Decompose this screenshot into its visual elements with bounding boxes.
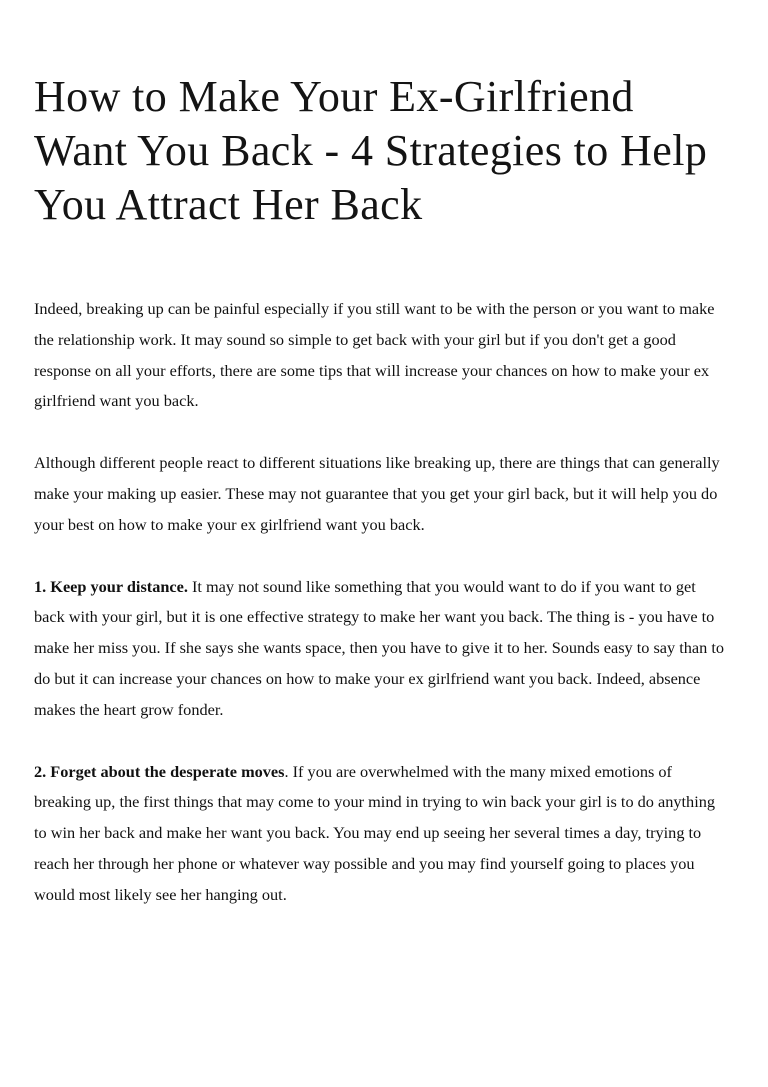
- paragraph-text: . If you are overwhelmed with the many mixed emotions of breaking up, the first things that may come to your mind in trying to win back your girl is to do anything to win her back and make her want you back. You may end up seeing her several times a day, trying to reach her through her phone or whatever way possible and you may find yourself going to places you would most likely see her hanging out.: [34, 761, 715, 904]
- paragraph-text: Indeed, breaking up can be painful especially if you still want to be with the person or you want to make the relationship work. It may sound so simple to get back with your girl but if you don't get a good response on all your efforts, there are some tips that will increase your chances on how to make your ex girlfriend want you back.: [34, 299, 715, 411]
- document-title: How to Make Your Ex-Girlfriend Want You Back - 4 Strategies to Help You Attract Her Back: [34, 72, 708, 229]
- document-page: [34, 70, 724, 942]
- document-body: [34, 294, 724, 911]
- strategy-heading: 2. Forget about the desperate moves: [34, 761, 285, 781]
- paragraph-text: It may not sound like something that you would want to do if you want to get back with your girl, but it is one effective strategy to make her want you back. The thing is - you have to make her miss you. If she says she wants space, then you have to give it to her. Sounds easy to say than to do but it can increase your chances on how to make your ex girlfriend want you back. Indeed, absence makes the heart grow fonder.: [34, 576, 725, 719]
- paragraph-strategy-2: [34, 757, 724, 911]
- paragraph-strategy-1: [34, 572, 724, 726]
- strategy-heading: 1. Keep your distance.: [34, 576, 188, 596]
- paragraph-context: [34, 448, 724, 540]
- paragraph-intro: [34, 294, 724, 417]
- paragraph-text: Although different people react to different situations like breaking up, there are things that can generally make your making up easier. These may not guarantee that you get your girl back, but it will help you do your best on how to make your ex girlfriend want you back.: [34, 453, 720, 534]
